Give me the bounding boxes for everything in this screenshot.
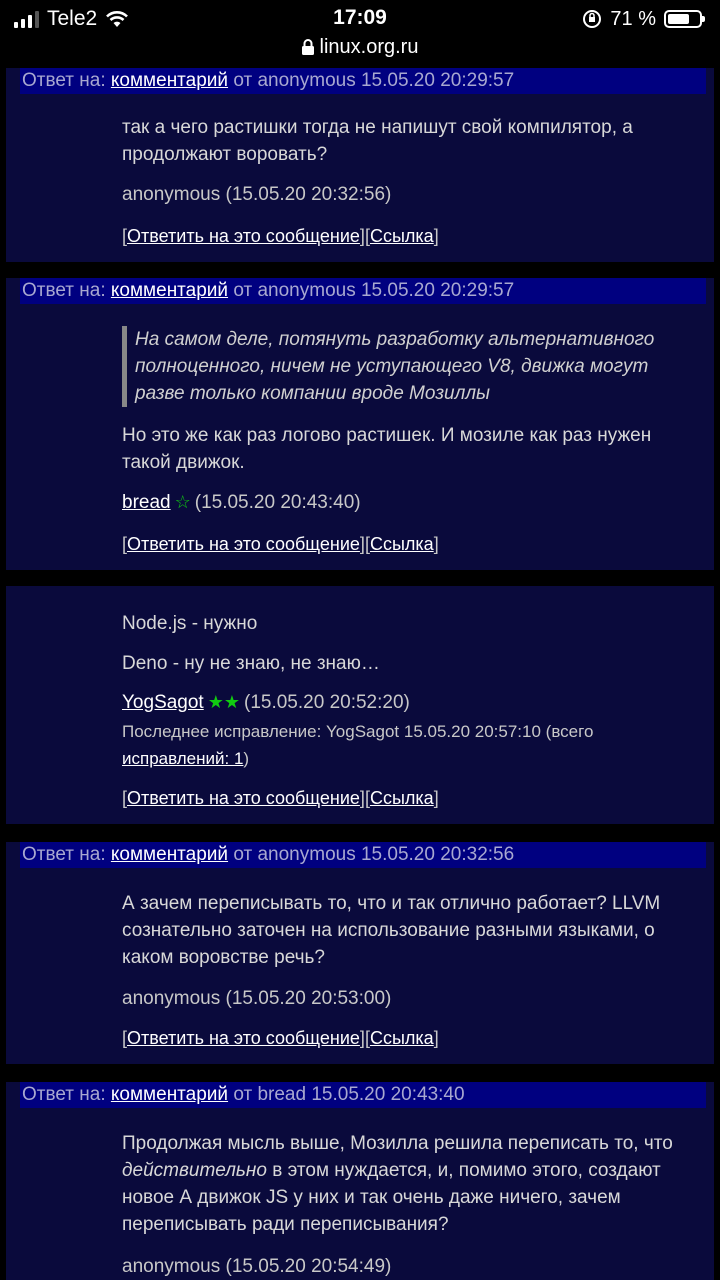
author-link[interactable]: bread	[122, 492, 171, 513]
reply-author: anonymous	[257, 280, 356, 301]
comment	[6, 68, 714, 262]
comment-text: Deno - ну не знаю, не знаю…	[122, 653, 380, 674]
comment-actions: [Ответить на это сообщение][Ссылка]	[122, 1028, 439, 1048]
url-text: linux.org.ru	[319, 35, 419, 58]
battery-icon	[664, 10, 702, 28]
star-icon: ☆	[174, 492, 191, 512]
comment-date: (15.05.20 20:43:40)	[194, 492, 361, 513]
permalink-button[interactable]: Ссылка	[369, 788, 434, 808]
edit-note: Последнее исправление: YogSagot 15.05.20 20:57:10 (всего исправлений: 1)	[122, 722, 594, 768]
comment-date: (15.05.20 20:32:56)	[225, 184, 392, 205]
comment-signature	[122, 988, 391, 1010]
carrier-name: Tele2	[47, 7, 98, 30]
reply-date: 15.05.20 20:29:57	[360, 280, 515, 301]
lock-icon	[302, 39, 314, 55]
reply-comment-link[interactable]: комментарий	[110, 1084, 229, 1105]
reply-author: anonymous	[257, 844, 356, 865]
author-name: anonymous	[122, 1256, 221, 1277]
comment	[6, 842, 714, 1064]
comment	[6, 586, 714, 824]
permalink-button[interactable]: Ссылка	[369, 226, 434, 246]
comment-actions: [Ответить на это сообщение][Ссылка]	[122, 788, 439, 808]
permalink-button[interactable]: Ссылка	[369, 1028, 434, 1048]
comment-text: Но это же как раз логово растишек. И мозиле как раз нужен такой движок.	[122, 425, 652, 473]
comment-text: Продолжая мысль выше, Мозилла решила переписать то, что действительно в этом нуждается, и, помимо этого, создают новое А движок JS у них и так очень даже ничего, зачем переписывать ради переписывания?	[122, 1133, 673, 1235]
reply-date: 15.05.20 20:43:40	[311, 1084, 465, 1105]
reply-button[interactable]: Ответить на это сообщение	[127, 534, 360, 554]
clock: 17:09	[333, 6, 387, 29]
reply-comment-link[interactable]: комментарий	[110, 844, 229, 865]
reply-button[interactable]: Ответить на это сообщение	[127, 788, 360, 808]
stars-icon: ★★	[207, 692, 240, 712]
reply-comment-link[interactable]: комментарий	[110, 280, 229, 301]
comment-text: А зачем переписывать то, что и так отлично работает? LLVM сознательно заточен на использование разными языками, о каком воровстве речь?	[122, 893, 661, 968]
reply-header: Ответ на: комментарий от anonymous 15.05.20 20:29:57	[20, 68, 706, 94]
comment-actions: [Ответить на это сообщение][Ссылка]	[122, 226, 439, 246]
reply-header: Ответ на: комментарий от bread 15.05.20 20:43:40	[20, 1082, 706, 1108]
comment-actions: [Ответить на это сообщение][Ссылка]	[122, 534, 439, 554]
battery-percent: 71 %	[610, 7, 656, 30]
reply-header: Ответ на: комментарий от anonymous 15.05.20 20:29:57	[20, 278, 706, 304]
edit-history-link[interactable]: исправлений: 1	[122, 749, 244, 768]
comment-date: (15.05.20 20:53:00)	[225, 988, 392, 1009]
quote-block: На самом деле, потянуть разработку альтернативного полноценного, ничем не уступающего V8, движка могут разве только компании вроде Мозиллы	[122, 326, 695, 407]
reply-date: 15.05.20 20:29:57	[360, 70, 515, 91]
orientation-lock-icon	[582, 9, 602, 29]
comment	[6, 1082, 714, 1280]
reply-header: Ответ на: комментарий от anonymous 15.05.20 20:32:56	[20, 842, 706, 868]
comment-text: Node.js - нужно	[122, 613, 258, 634]
reply-button[interactable]: Ответить на это сообщение	[127, 1028, 360, 1048]
comment	[6, 278, 714, 570]
reply-author: anonymous	[257, 70, 356, 91]
author-name: anonymous	[122, 184, 221, 205]
comment-date: (15.05.20 20:54:49)	[225, 1256, 392, 1277]
permalink-button[interactable]: Ссылка	[369, 534, 434, 554]
reply-author: bread	[257, 1084, 307, 1105]
reply-comment-link[interactable]: комментарий	[110, 70, 229, 91]
status-bar	[0, 0, 720, 68]
comment-signature	[122, 492, 361, 514]
author-link[interactable]: YogSagot	[122, 692, 204, 713]
comment-signature	[122, 692, 410, 714]
battery-group	[582, 6, 702, 32]
comment-date: (15.05.20 20:52:20)	[244, 692, 410, 713]
comment-signature	[122, 1256, 391, 1278]
comment-text: так а чего растишки тогда не напишут свой компилятор, а продолжают воровать?	[122, 117, 633, 165]
author-name: anonymous	[122, 988, 221, 1009]
address-bar[interactable]	[0, 34, 720, 60]
reply-button[interactable]: Ответить на это сообщение	[127, 226, 360, 246]
reply-date: 15.05.20 20:32:56	[360, 844, 515, 865]
comment-signature	[122, 184, 391, 206]
